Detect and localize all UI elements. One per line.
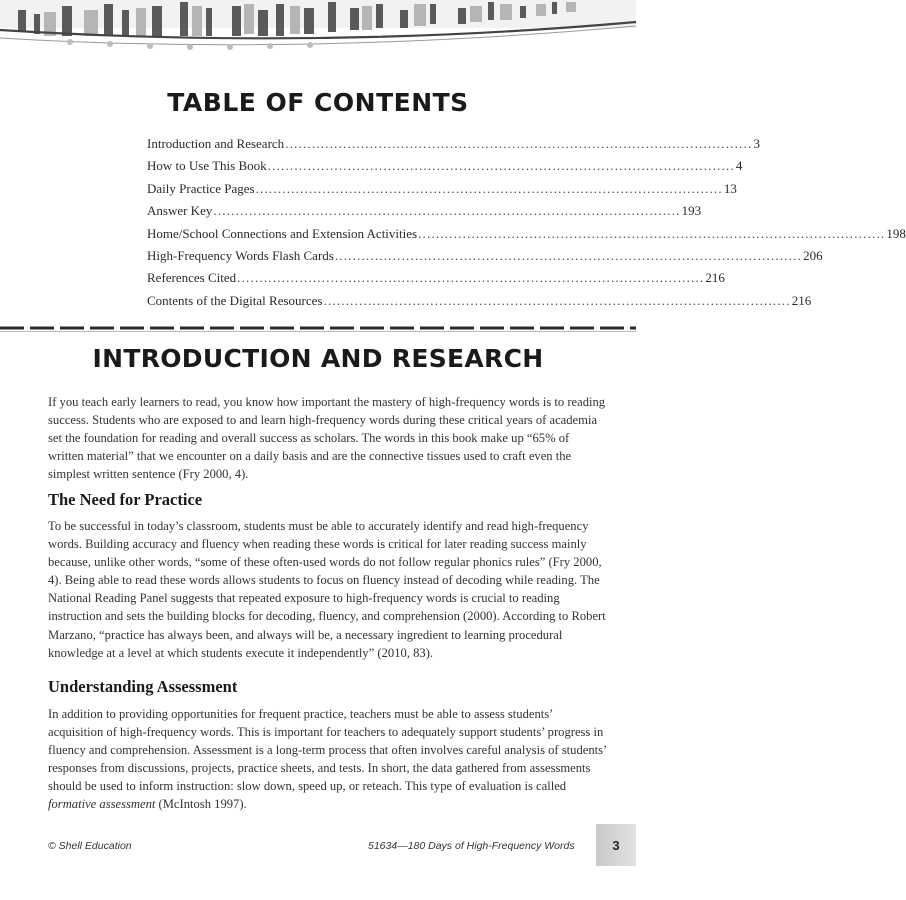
top-decorative-border: [0, 0, 636, 62]
toc-entry[interactable]: [147, 203, 702, 225]
toc-entry-label: Introduction and Research: [147, 136, 285, 151]
assessment-text-end: (McIntosh 1997).: [155, 797, 247, 812]
toc-entry-page: 198: [886, 225, 906, 241]
toc-leader-dots: .........................................................................................................: [237, 270, 705, 286]
toc-list: [147, 136, 906, 315]
toc-entry[interactable]: [147, 158, 743, 180]
toc-entry-label: Contents of the Digital Resources: [147, 292, 323, 308]
toc-entry-page: 206: [803, 247, 823, 263]
toc-leader-dots: .........................................................................................................: [418, 225, 886, 241]
page-number-tab: 3: [596, 824, 636, 866]
toc-entry-page: 216: [705, 270, 725, 286]
footer-book-title: 51634—180 Days of High-Frequency Words: [368, 840, 575, 852]
toc-entry-page: 193: [681, 203, 702, 219]
toc-entry-label: How to Use This Book: [147, 158, 267, 174]
assessment-term: formative assessment: [48, 797, 156, 812]
intro-paragraph: If you teach early learners to read, you know how important the mastery of high-frequency words is to reading success. Students who are exposed to and learn high-frequency words during these critical years of academia set the foundation for reading and overall success as scholars. The words in this book make up “65% of written material” that we encounter on a daily basis and are the connective tissues used to craft even the simplest written sentence (Fry 2000, 4).: [48, 395, 606, 482]
toc-entry[interactable]: [147, 180, 737, 203]
intro-title: INTRODUCTION AND RESEARCH: [92, 344, 544, 373]
toc-leader-dots: .........................................................................................................: [323, 292, 791, 308]
toc-entry-page: 4: [735, 158, 743, 174]
toc-entry-label: References Cited: [147, 270, 237, 286]
toc-entry[interactable]: [147, 292, 812, 315]
toc-entry-label: High-Frequency Words Flash Cards: [147, 247, 334, 263]
toc-leader-dots: .........................................................................................................: [285, 136, 753, 151]
toc-entry-label: Answer Key: [147, 203, 213, 219]
toc-entry-page: 13: [723, 180, 737, 196]
assessment-paragraph: [48, 705, 608, 814]
toc-entry[interactable]: [147, 247, 823, 270]
footer-publisher: © Shell Education: [48, 840, 132, 852]
toc-entry-page: 216: [791, 292, 812, 308]
toc-entry-label: Home/School Connections and Extension Activities: [147, 225, 418, 241]
toc-entry-page: 3: [753, 136, 760, 151]
assessment-heading: Understanding Assessment: [48, 677, 238, 696]
toc-entry[interactable]: [147, 225, 906, 248]
assessment-text-start: In addition to providing opportunities for frequent practice, teachers must be able to assess students’ acquisition of high-frequency words. This is important for teachers to adequately support students’ progress in fluency and comprehension. Assessment is a long-term process that often involves careful analysis of students’ responses from discussions, projects, practice sheets, and tests. In short, the data gathered from assessments should be used to inform instruction: slow down, speed up, or reteach. This type of evaluation is called: [48, 707, 607, 794]
toc-leader-dots: .........................................................................................................: [213, 203, 681, 219]
toc-leader-dots: .........................................................................................................: [255, 180, 723, 196]
need-heading: The Need for Practice: [48, 490, 203, 509]
need-paragraph: To be successful in today’s classroom, students must be able to accurately identify and read high-frequency words. Building accuracy and fluency when reading these words is critical for later reading success mainly because, unlike other words, “some of these often-used words do not follow regular phonics rules” (Fry 2000, 4). Being able to read these words allows students to focus on fluency instead of decoding while reading. The National Reading Panel suggests that repeated exposure to high-frequency words is crucial to reading instruction and sets the building blocks for decoding, fluency, and comprehension (2000). According to Robert Marzano, “practice has always been, and always will be, a necessary ingredient to learning procedural knowledge at a level at which students execute it independently” (2010, 83).: [48, 519, 606, 660]
toc-entry[interactable]: [147, 270, 725, 292]
toc-leader-dots: .........................................................................................................: [334, 247, 803, 263]
toc-title: TABLE OF CONTENTS: [167, 88, 469, 117]
section-divider: [0, 325, 636, 333]
toc-leader-dots: .........................................................................................................: [267, 158, 735, 174]
toc-entry-label: Daily Practice Pages: [147, 180, 255, 196]
toc-entry[interactable]: [147, 136, 760, 158]
